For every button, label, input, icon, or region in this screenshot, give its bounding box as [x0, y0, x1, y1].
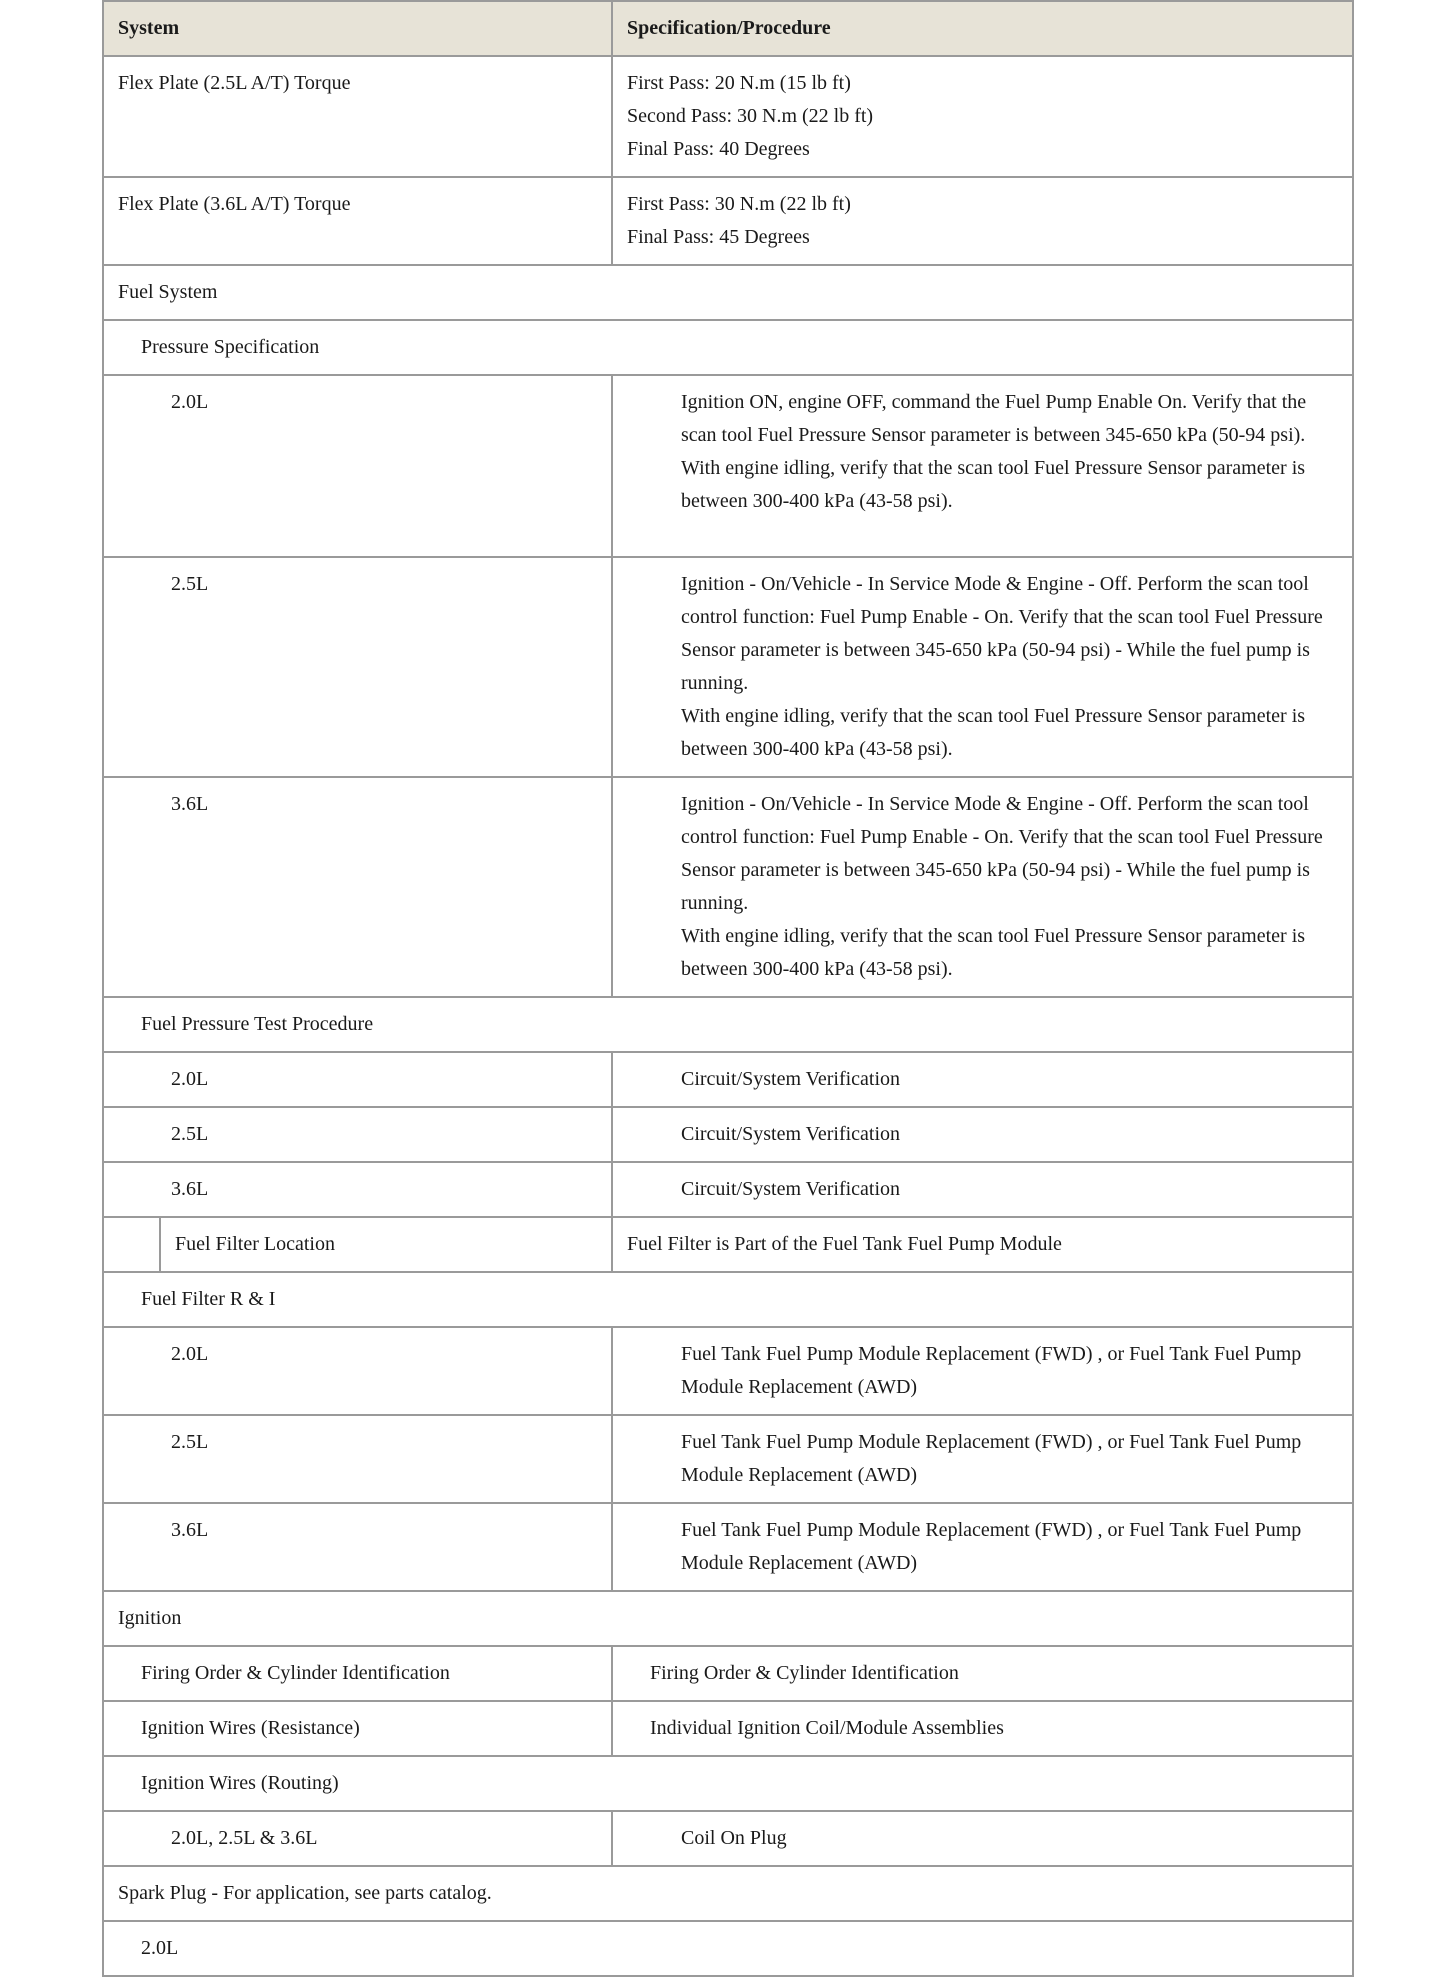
subsection-row: [103, 1921, 1353, 1976]
table-row: [103, 1503, 1353, 1591]
subsection-row: [103, 320, 1353, 375]
system-cell: 2.0L, 2.5L & 3.6L: [103, 1811, 612, 1866]
section-row: [103, 265, 1353, 320]
spec-cell: Coil On Plug: [612, 1811, 1353, 1866]
table-row: [103, 557, 1353, 777]
spec-line: With engine idling, verify that the scan tool Fuel Pressure Sensor parameter is between 300-400 kPa (43-58 psi).: [681, 705, 1306, 760]
section-heading: Ignition: [103, 1591, 1353, 1646]
spec-cell: Fuel Tank Fuel Pump Module Replacement (FWD) , or Fuel Tank Fuel Pump Module Replacement (AWD): [612, 1327, 1353, 1415]
system-cell: 3.6L: [103, 777, 612, 997]
table-header-row: [103, 1, 1353, 56]
table-row: [103, 1217, 1353, 1272]
system-cell: 2.0L: [103, 1052, 612, 1107]
spec-line: Ignition - On/Vehicle - In Service Mode & Engine - Off. Perform the scan tool control function: Fuel Pump Enable - On. Verify that the scan tool Fuel Pressure Sensor parameter is between 345-650 kPa (50-94 psi) - While the fuel pump is running.: [681, 793, 1323, 914]
table-row: [103, 177, 1353, 265]
table-row: [103, 1052, 1353, 1107]
spec-cell: [612, 777, 1353, 997]
system-cell: Ignition Wires (Resistance): [103, 1701, 612, 1756]
system-cell: Firing Order & Cylinder Identification: [103, 1646, 612, 1701]
section-row: [103, 1591, 1353, 1646]
table-row: [103, 56, 1353, 177]
spec-line: Ignition ON, engine OFF, command the Fuel Pump Enable On. Verify that the scan tool Fuel Pressure Sensor parameter is between 345-650 kPa (50-94 psi).: [681, 391, 1307, 446]
system-cell: 3.6L: [103, 1503, 612, 1591]
table-row: [103, 1415, 1353, 1503]
header-system: System: [103, 1, 612, 56]
spec-cell: [612, 177, 1353, 265]
spec-line: Final Pass: 45 Degrees: [627, 226, 810, 248]
spec-line: Final Pass: 40 Degrees: [627, 138, 810, 160]
table-row: [103, 777, 1353, 997]
header-specification: Specification/Procedure: [612, 1, 1353, 56]
table-row: [103, 375, 1353, 557]
system-cell: 2.5L: [103, 1107, 612, 1162]
table-row: [103, 1107, 1353, 1162]
spec-cell: Circuit/System Verification: [612, 1052, 1353, 1107]
system-cell: 3.6L: [103, 1162, 612, 1217]
indent-spacer: [104, 1218, 161, 1271]
system-cell: 2.0L: [103, 375, 612, 557]
spec-cell: Individual Ignition Coil/Module Assemblies: [612, 1701, 1353, 1756]
spec-cell: Fuel Tank Fuel Pump Module Replacement (FWD) , or Fuel Tank Fuel Pump Module Replacement (AWD): [612, 1415, 1353, 1503]
system-cell: 2.0L: [103, 1327, 612, 1415]
subsection-heading: Fuel Filter R & I: [103, 1272, 1353, 1327]
spec-cell: Circuit/System Verification: [612, 1107, 1353, 1162]
table-row: [103, 1646, 1353, 1701]
spec-cell: Fuel Filter is Part of the Fuel Tank Fuel Pump Module: [612, 1217, 1353, 1272]
section-heading: Spark Plug - For application, see parts catalog.: [103, 1866, 1353, 1921]
spec-cell: Circuit/System Verification: [612, 1162, 1353, 1217]
table-row: [103, 1162, 1353, 1217]
subsection-row: [103, 1756, 1353, 1811]
section-heading: Fuel System: [103, 265, 1353, 320]
spec-cell: [612, 375, 1353, 557]
spec-line: First Pass: 30 N.m (22 lb ft): [627, 193, 851, 215]
spec-cell: Firing Order & Cylinder Identification: [612, 1646, 1353, 1701]
subsection-heading: Pressure Specification: [103, 320, 1353, 375]
subsection-heading: Ignition Wires (Routing): [103, 1756, 1353, 1811]
system-cell: 2.5L: [103, 557, 612, 777]
subsection-row: [103, 997, 1353, 1052]
spec-cell: Fuel Tank Fuel Pump Module Replacement (FWD) , or Fuel Tank Fuel Pump Module Replacement (AWD): [612, 1503, 1353, 1591]
spec-cell: [612, 557, 1353, 777]
subsection-heading: Fuel Pressure Test Procedure: [103, 997, 1353, 1052]
system-cell: 2.5L: [103, 1415, 612, 1503]
system-cell: Flex Plate (2.5L A/T) Torque: [103, 56, 612, 177]
table-row: [103, 1701, 1353, 1756]
system-cell: [103, 1217, 612, 1272]
spec-line: First Pass: 20 N.m (15 lb ft): [627, 72, 851, 94]
spec-line: Ignition - On/Vehicle - In Service Mode & Engine - Off. Perform the scan tool control function: Fuel Pump Enable - On. Verify that the scan tool Fuel Pressure Sensor parameter is between 345-650 kPa (50-94 psi) - While the fuel pump is running.: [681, 573, 1323, 694]
table-row: [103, 1327, 1353, 1415]
section-row: [103, 1866, 1353, 1921]
spec-line: With engine idling, verify that the scan tool Fuel Pressure Sensor parameter is between 300-400 kPa (43-58 psi).: [681, 457, 1306, 512]
system-cell: Flex Plate (3.6L A/T) Torque: [103, 177, 612, 265]
spec-line: With engine idling, verify that the scan tool Fuel Pressure Sensor parameter is between 300-400 kPa (43-58 psi).: [681, 925, 1306, 980]
subsection-row: [103, 1272, 1353, 1327]
specification-table: [102, 0, 1354, 1977]
subsection-heading: 2.0L: [103, 1921, 1353, 1976]
table-row: [103, 1811, 1353, 1866]
system-text: Fuel Filter Location: [175, 1233, 335, 1255]
spec-cell: [612, 56, 1353, 177]
spec-line: Second Pass: 30 N.m (22 lb ft): [627, 105, 874, 127]
